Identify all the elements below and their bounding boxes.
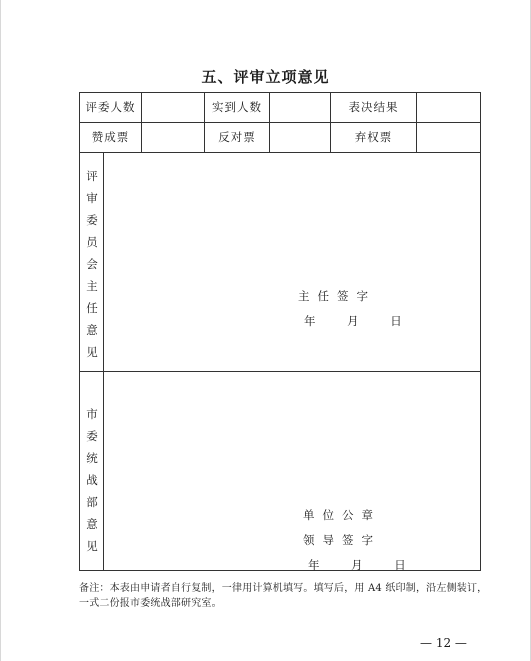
department-date: 年 月 日 [308,558,420,572]
label-char: 见 [86,539,98,553]
chair-signature: 主任签字 [298,289,376,303]
label-char: 市 [86,407,98,421]
row-divider [80,152,480,153]
label-char: 战 [86,473,98,487]
label-vote-result: 表决结果 [348,100,399,114]
label-char: 委 [86,213,98,227]
page-number: — 12 — [420,636,467,650]
label-char: 见 [86,345,98,359]
label-char: 任 [86,301,98,315]
label-char: 审 [86,191,98,205]
row-divider [80,371,480,372]
page-edge [0,0,1,661]
column-divider [141,93,142,152]
footnote: 备注：本表由申请者自行复制，一律用计算机填写。填写后，用 A4 纸印制，沿左侧装订，一式二份报市委统战部研究室。 [79,583,488,609]
column-divider [269,93,270,152]
label-char: 委 [86,429,98,443]
approval-form-table [79,92,481,571]
department-opinion-label [80,403,104,557]
unit-seal: 单位公章 [303,508,381,522]
committee-opinion-label [80,165,104,363]
label-char: 意 [86,517,98,531]
column-divider [416,93,417,152]
committee-date: 年 月 日 [304,314,416,328]
label-char: 会 [86,257,98,271]
label-abstentions: 弃权票 [354,130,393,144]
section-title: 五、评审立项意见 [201,68,330,86]
label-votes-for: 赞成票 [91,130,130,144]
label-char: 主 [86,279,98,293]
label-char: 员 [86,235,98,249]
label-char: 评 [86,169,98,183]
label-char: 部 [86,495,98,509]
label-votes-against: 反对票 [218,130,256,144]
label-attendees-count: 实到人数 [212,100,262,114]
label-char: 统 [86,451,98,465]
leader-signature: 领导签字 [303,533,381,547]
row-divider [80,122,480,123]
label-judges-count: 评委人数 [85,100,136,114]
label-char: 意 [86,323,98,337]
